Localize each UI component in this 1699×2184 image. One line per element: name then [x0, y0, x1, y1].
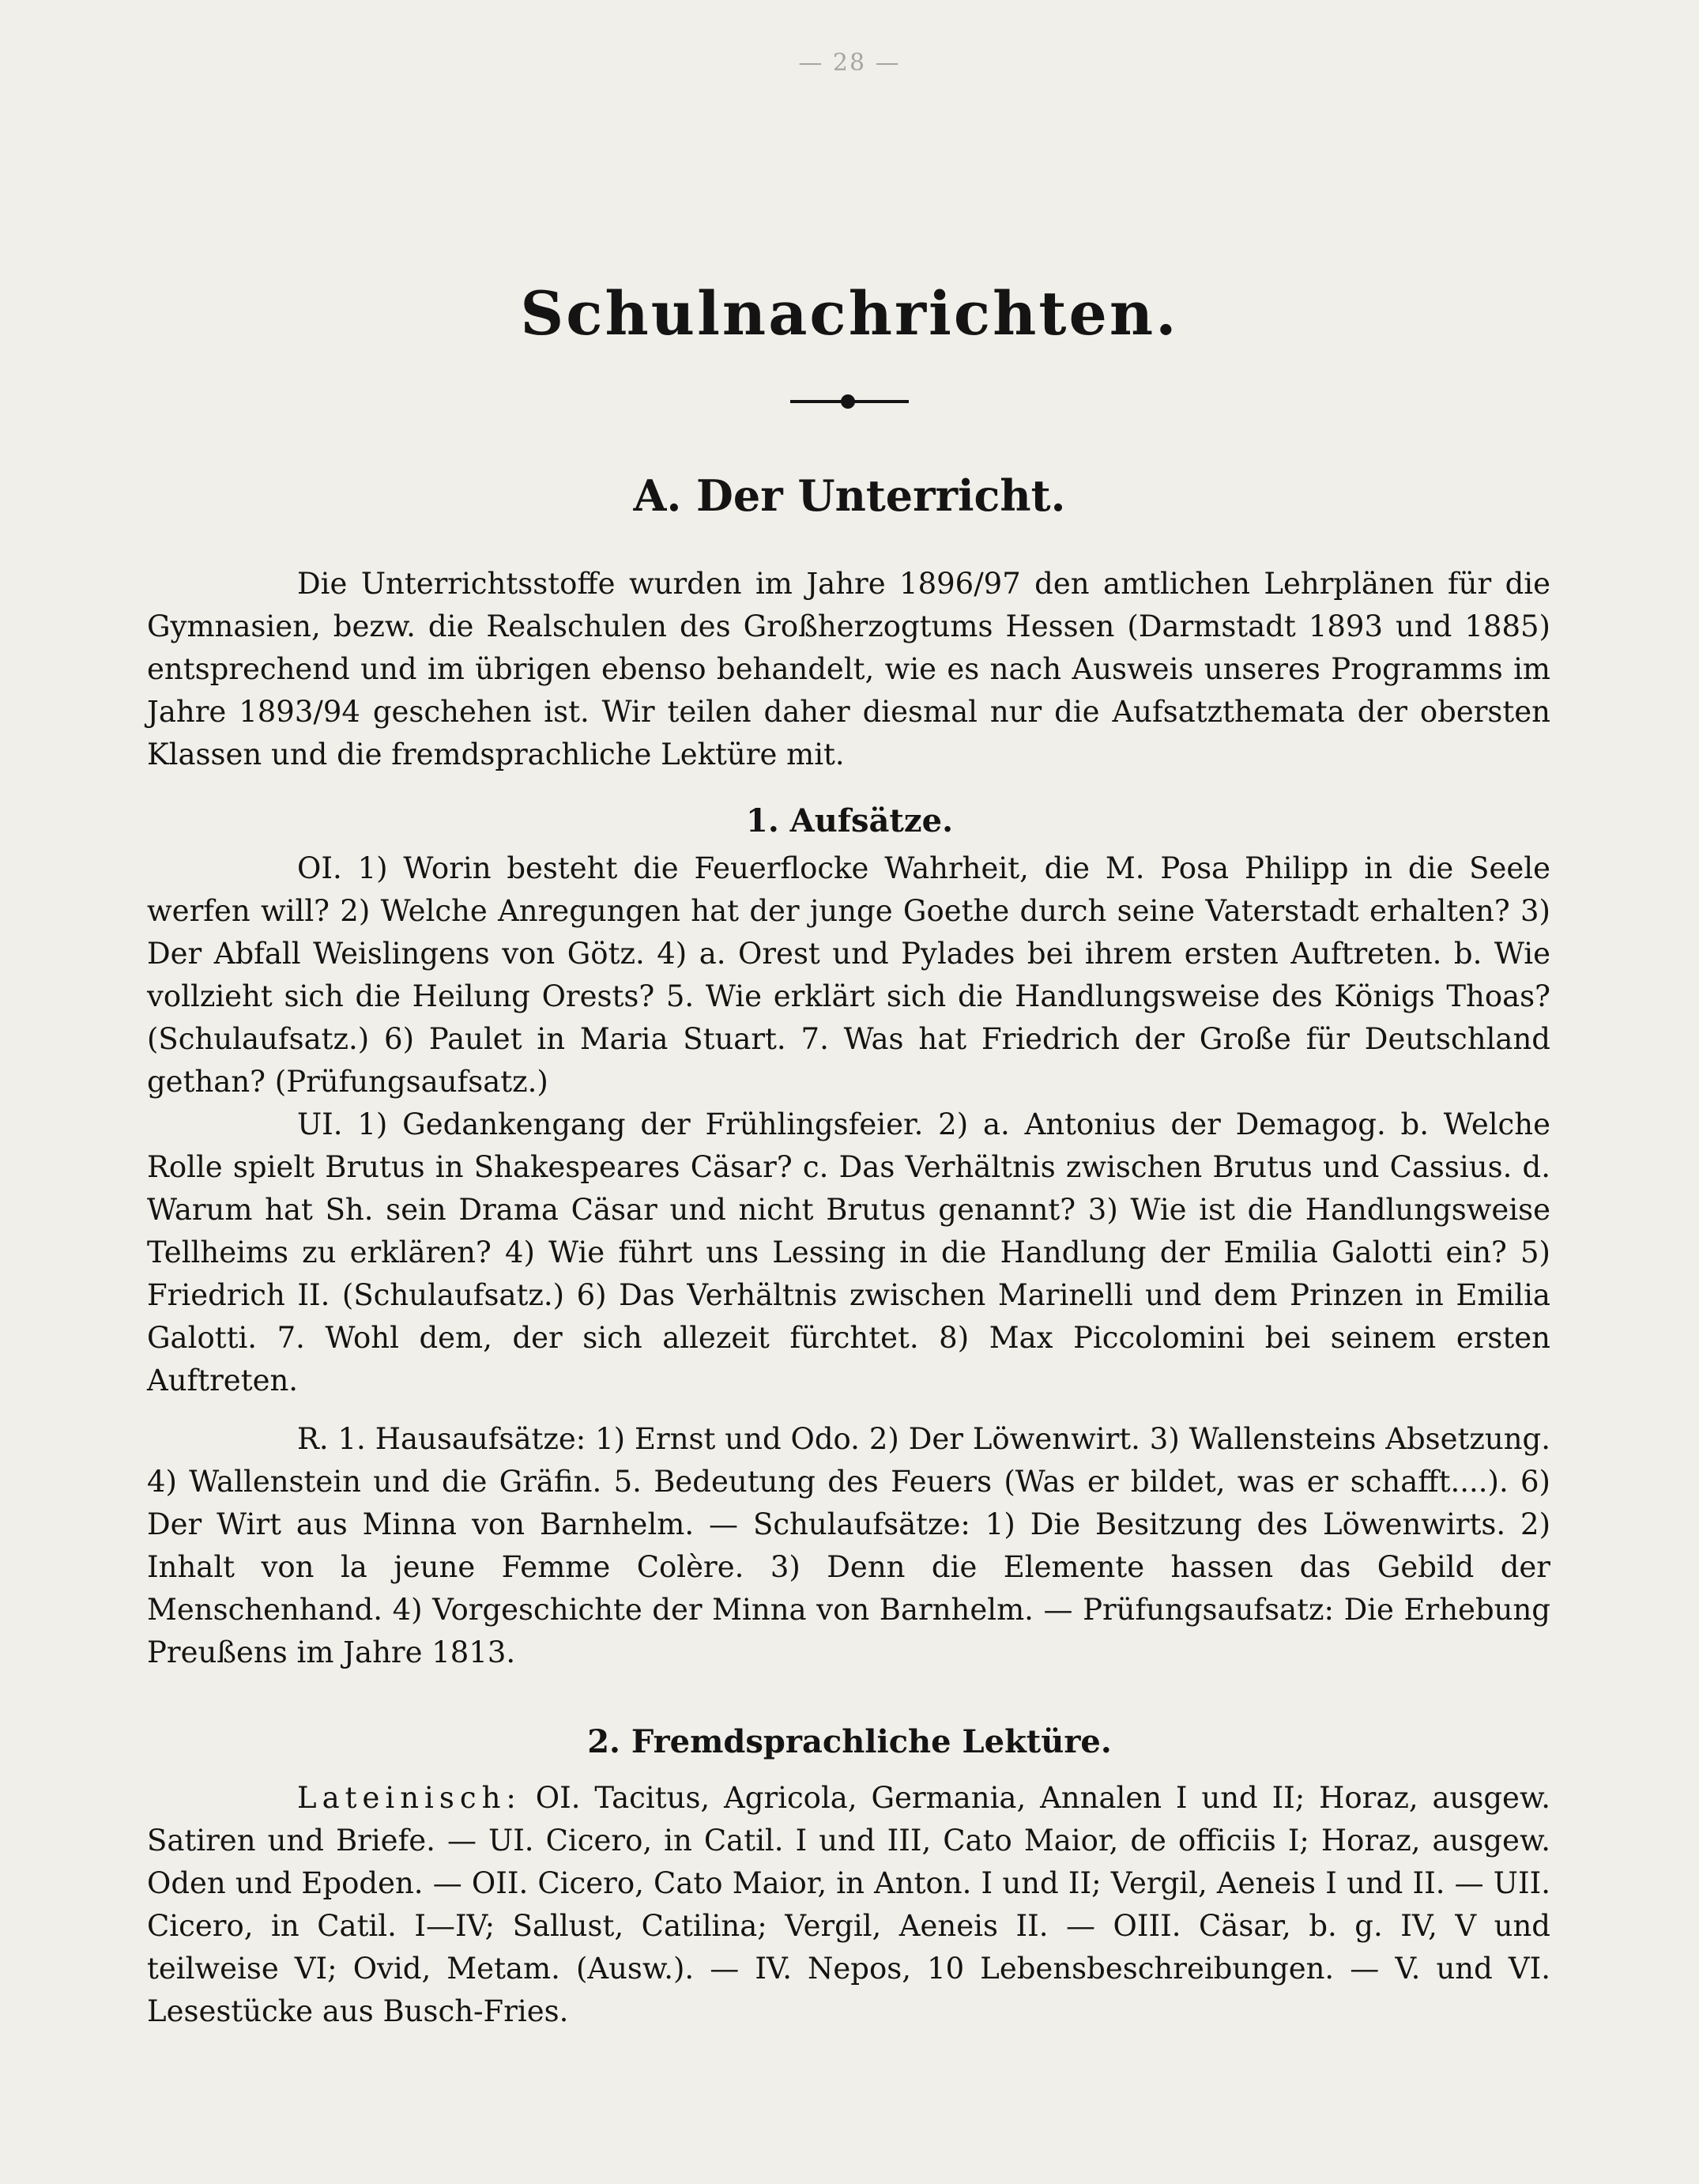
class-label-r1: R. 1. — [297, 1422, 366, 1456]
paragraph-ui — [147, 1103, 1550, 1402]
subheading-lektuere: 2. Fremdsprachliche Lektüre. — [587, 1723, 1112, 1760]
topics-oi: 1) Worin besteht die Feuerflocke Wahrheit, die M. Posa Philipp in die Seele werfen will? 2) Welche Anregungen hat der junge Goethe durch seine Vaterstadt erhalten? 3) Der Abfall Weislingens von Götz. 4) a. Orest und Pylades bei ihrem ersten Auftreten. b. Wie vollzieht sich die Heilung Orests? 5. Wie erklärt sich die Handlungsweise des Königs Thoas? (Schulaufsatz.) 6) Paulet in Maria Stuart. 7. Was hat Friedrich der Große für Deutschland gethan? (Prüfungsaufsatz.) — [147, 851, 1551, 1099]
paragraph-r1 — [147, 1418, 1550, 1674]
reading-list-lateinisch: OI. Tacitus, Agricola, Germania, Annalen I und II; Horaz, ausgew. Satiren und Briefe. — UI. Cicero, in Catil. I und III, Cato Maior, de officiis I; Horaz, ausgew. Oden und Epoden. — OII. Cicero, Cato Maior, in Anton. I und II; Vergil, Aeneis I und II. — UII. Cicero, in Catil. I—IV; Sallust, Catilina; Vergil, Aeneis II. — OIII. Cäsar, b. g. IV, V und teilweise VI; Ovid, Metam. (Ausw.). — IV. Nepos, 10 Lebensbeschreibungen. — V. und VI. Lesestücke aus Busch-Fries. — [147, 1781, 1550, 2028]
language-label-lateinisch: Lateinisch: — [297, 1781, 522, 1815]
page-number: — 28 — — [798, 49, 901, 77]
paragraph-lateinisch — [147, 1777, 1550, 2033]
subheading-aufsaetze: 1. Aufsätze. — [745, 802, 953, 839]
intro-paragraph: Die Unterrichtsstoffe wurden im Jahre 1896/97 den amtlichen Lehrplänen für die Gymnasien, bezw. die Realschulen des Großherzogtums Hessen (Darmstadt 1893 und 1885) entsprechend und im übrigen ebenso behandelt, wie es nach Ausweis unseres Programms im Jahre 1893/94 geschehen ist. Wir teilen daher diesmal nur die Aufsatzthemata der obersten Klassen und die fremdsprachliche Lektüre mit. — [147, 567, 1550, 771]
ornament-divider — [790, 400, 909, 403]
page-title: Schulnachrichten. — [520, 278, 1179, 349]
section-heading-unterricht: A. Der Unterricht. — [633, 470, 1066, 521]
class-label-oi: OI. — [297, 851, 342, 885]
class-label-ui: UI. — [297, 1107, 343, 1141]
topics-r1: Hausaufsätze: 1) Ernst und Odo. 2) Der Löwenwirt. 3) Wallensteins Absetzung. 4) Wallenstein und die Gräfin. 5. Bedeutung des Feuers (Was er bildet, was er schafft....). 6) Der Wirt aus Minna von Barnhelm. — Schulaufsätze: 1) Die Besitzung des Löwenwirts. 2) Inhalt von la jeune Femme Colère. 3) Denn die Elemente hassen das Gebild der Menschenhand. 4) Vorgeschichte der Minna von Barnhelm. — Prüfungsaufsatz: Die Erhebung Preußens im Jahre 1813. — [147, 1422, 1550, 1669]
paragraph-oi — [147, 847, 1550, 1103]
topics-ui: 1) Gedankengang der Frühlingsfeier. 2) a. Antonius der Demagog. b. Welche Rolle spielt Brutus in Shakespeares Cäsar? c. Das Verhältnis zwischen Brutus und Cassius. d. Warum hat Sh. sein Drama Cäsar und nicht Brutus genannt? 3) Wie ist die Handlungsweise Tellheims zu erklären? 4) Wie führt uns Lessing in die Handlung der Emilia Galotti ein? 5) Friedrich II. (Schulaufsatz.) 6) Das Verhältnis zwischen Marinelli und dem Prinzen in Emilia Galotti. 7. Wohl dem, der sich allezeit fürchtet. 8) Max Piccolomini bei seinem ersten Auftreten. — [147, 1107, 1550, 1398]
